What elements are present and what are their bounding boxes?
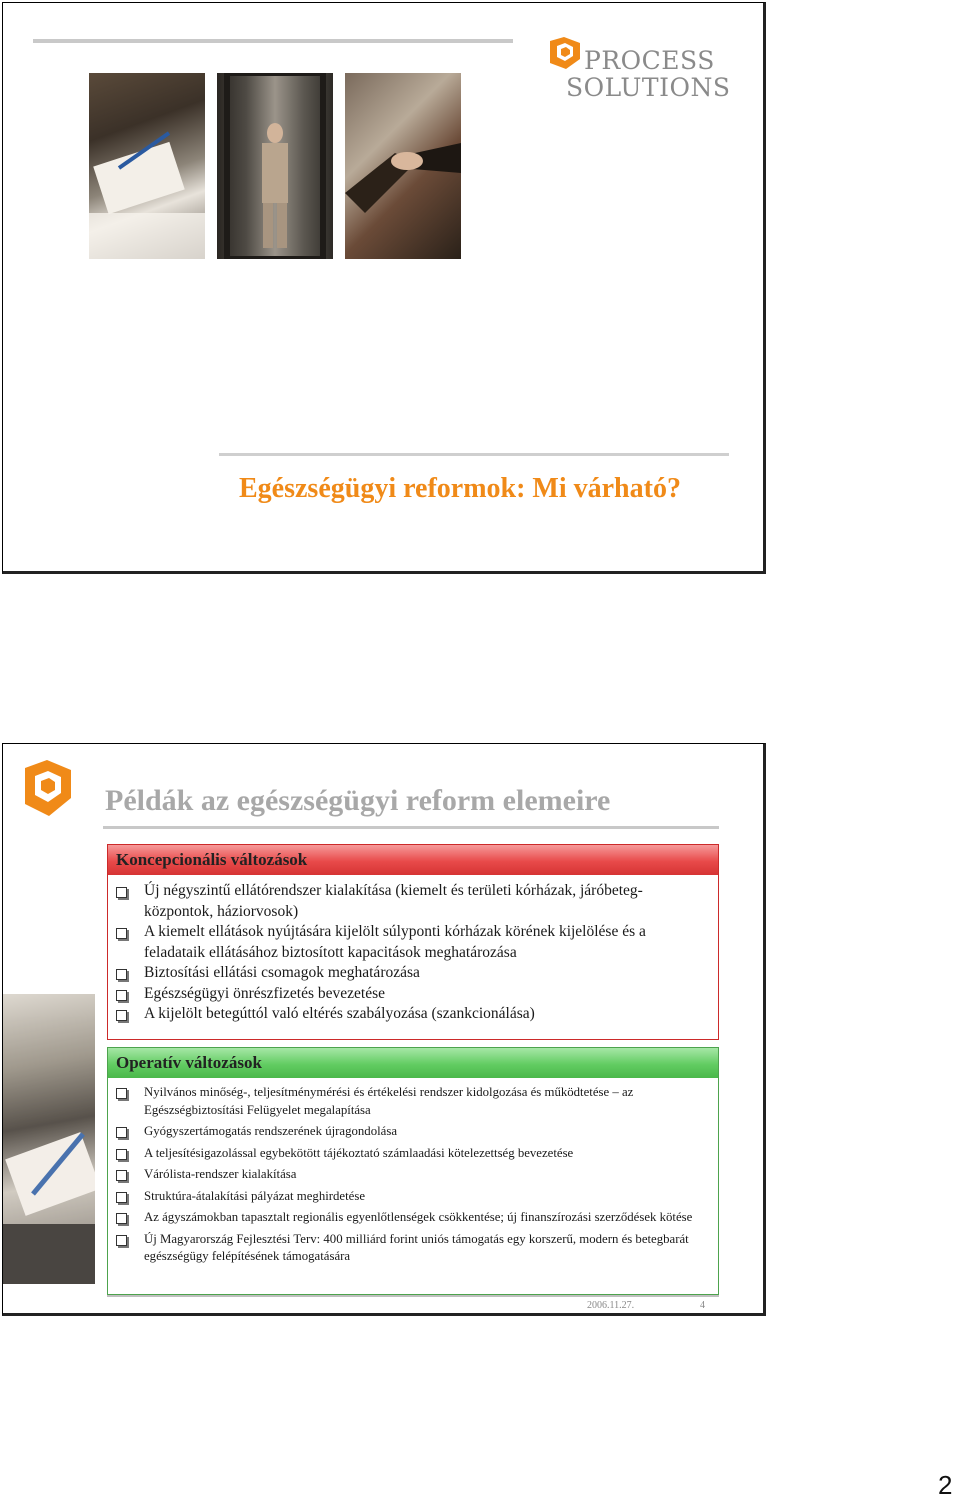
- slide-number: 4: [700, 1300, 705, 1311]
- list-item: Az ágyszámokban tapasztalt regionális egyenlőtlenségek csökkentése; új finanszírozási szerződések kötése: [116, 1209, 708, 1227]
- list-item: Egészségügyi önrészfizetés bevezetése: [116, 984, 708, 1005]
- process-solutions-logo-icon: [548, 37, 582, 71]
- checkbox-bullet-icon: [116, 1010, 127, 1021]
- businessman-revolving-door-photo: [217, 73, 333, 259]
- slide-date: 2006.11.27.: [587, 1300, 635, 1311]
- slide-1: [2, 2, 766, 574]
- checkbox-bullet-icon: [116, 1213, 127, 1224]
- checkbox-bullet-icon: [116, 928, 127, 939]
- logo-word-process: PROCESS: [584, 46, 715, 75]
- concept-changes-box: [107, 844, 719, 1040]
- concept-changes-heading: Koncepcionális változások: [108, 845, 718, 875]
- title-divider: [219, 453, 729, 456]
- copyright-text: © 2006 Process Solutions: [22, 1289, 86, 1311]
- page-number: 2: [938, 1470, 953, 1500]
- desk-notebook-pen-photo: [89, 73, 205, 259]
- slide-title: Egészségügyi reformok: Mi várható?: [239, 473, 681, 504]
- list-item: Várólista-rendszer kialakítása: [116, 1166, 708, 1184]
- checkbox-bullet-icon: [116, 1088, 127, 1099]
- slide-title: Példák az egészségügyi reform elemeire: [105, 784, 611, 817]
- checkbox-bullet-icon: [116, 1127, 127, 1138]
- title-divider: [103, 826, 719, 829]
- list-item: A teljesítésigazolással egybekötött tájékoztató számlaadási kötelezettség bevezetése: [116, 1145, 708, 1163]
- slide-2: [2, 743, 766, 1316]
- list-item: Gyógyszertámogatás rendszerének újragondolása: [116, 1123, 708, 1141]
- process-solutions-logo: [548, 37, 738, 101]
- list-item: Biztosítási ellátási csomagok meghatározása: [116, 963, 708, 984]
- concept-changes-list: [116, 881, 708, 1025]
- list-item: Struktúra-átalakítási pályázat meghirdetése: [116, 1188, 708, 1206]
- checkbox-bullet-icon: [116, 1149, 127, 1160]
- process-solutions-logo-icon: [21, 760, 75, 818]
- notebook-pen-photo: [3, 994, 95, 1284]
- top-divider: [33, 39, 513, 43]
- checkbox-bullet-icon: [116, 990, 127, 1001]
- operative-changes-list: [116, 1084, 708, 1270]
- list-item: A kiemelt ellátások nyújtására kijelölt súlyponti kórházak körének kijelölése és a feladataik ellátásához biztosított kapacitások meghatározása: [116, 922, 708, 963]
- footer-divider: [107, 1295, 719, 1297]
- list-item: Új négyszintű ellátórendszer kialakítása (kiemelt és területi kórházak, járóbeteg-központok, háziorvosok): [116, 881, 708, 922]
- operative-changes-box: [107, 1047, 719, 1295]
- checkbox-bullet-icon: [116, 1192, 127, 1203]
- checkbox-bullet-icon: [116, 1170, 127, 1181]
- checkbox-bullet-icon: [116, 969, 127, 980]
- logo-word-solutions: SOLUTIONS: [566, 73, 731, 102]
- list-item: Új Magyarország Fejlesztési Terv: 400 milliárd forint uniós támogatás egy korszerű, modern és betegbarát egészségügy felépítésének támogatására: [116, 1231, 708, 1266]
- operative-changes-heading: Operatív változások: [108, 1048, 718, 1078]
- checkbox-bullet-icon: [116, 1235, 127, 1246]
- handshake-photo: [345, 73, 461, 259]
- list-item: Nyilvános minőség-, teljesítménymérési és értékelési rendszer kidolgozása és működtetése – az Egészségbiztosítási Felügyelet megalapítása: [116, 1084, 708, 1119]
- checkbox-bullet-icon: [116, 887, 127, 898]
- list-item: A kijelölt betegúttól való eltérés szabályozása (szankcionálása): [116, 1004, 708, 1025]
